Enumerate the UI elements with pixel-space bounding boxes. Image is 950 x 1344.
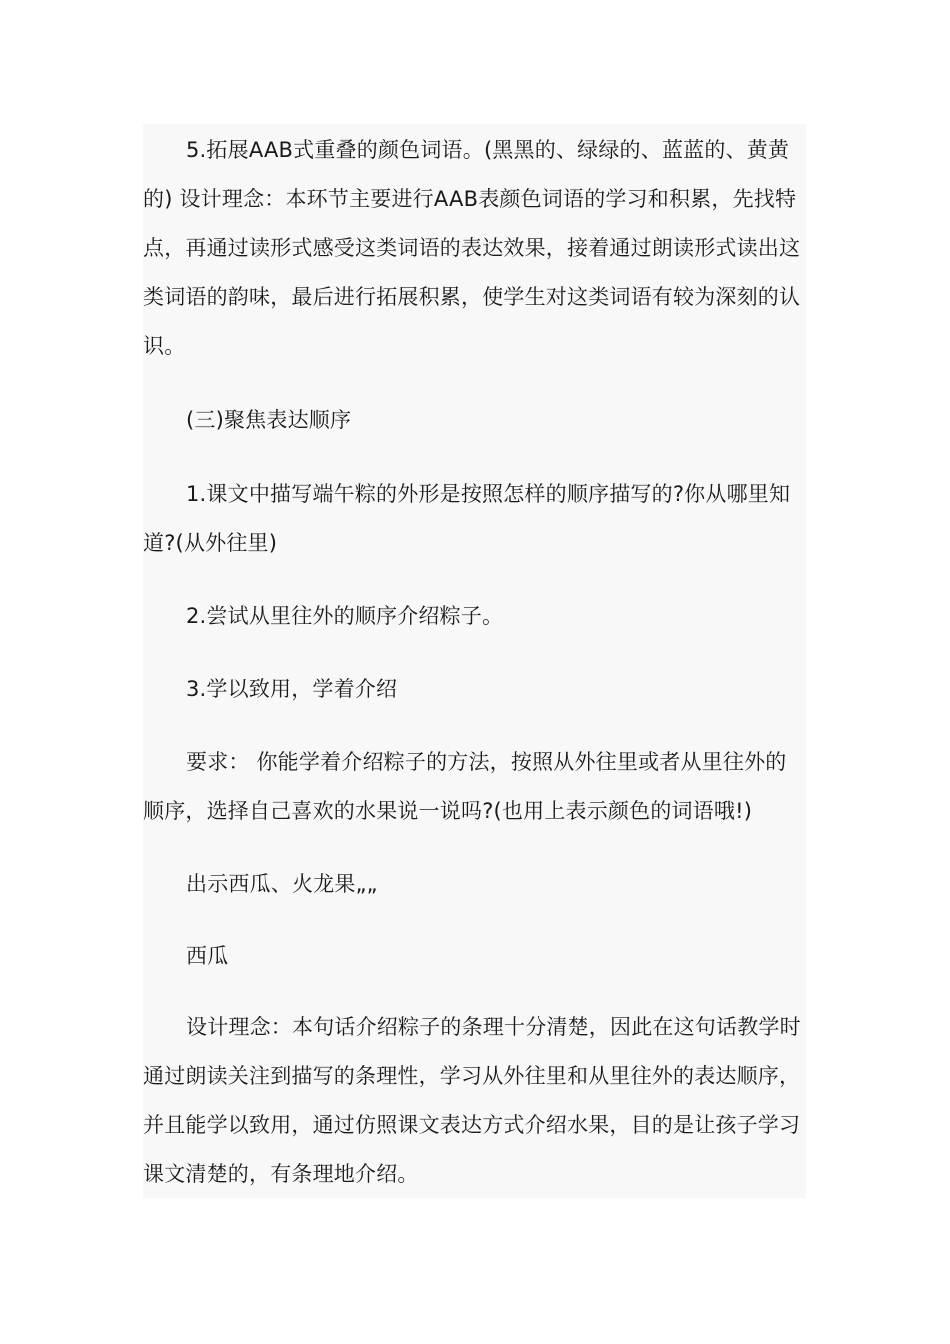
paragraph-question-order: 1.课文中描写端午粽的外形是按照怎样的顺序描写的?你从哪里知道?(从外往里) [143, 482, 791, 555]
paragraph-apply-learning: 3.学以致用，学着介绍 [186, 677, 398, 701]
paragraph-design-concept: 设计理念：本句话介绍粽子的条理十分清楚，因此在这句话教学时通过朗读关注到描写的条理性，学习从外往里和从里往外的表达顺序，并且能学以致用，通过仿照课文表达方式介绍水果，目的是让孩子学习课文清楚的，有条理地介绍。 [143, 1015, 801, 1186]
paragraph-watermelon: 西瓜 [186, 944, 229, 968]
document-body [143, 124, 806, 1198]
paragraph-requirement: 要求： 你能学着介绍粽子的方法，按照从外往里或者从里往外的顺序，选择自己喜欢的水果说一说吗?(也用上表示颜色的词语哦!) [143, 750, 787, 823]
section-heading-expression-order: (三)聚焦表达顺序 [186, 408, 352, 432]
paragraph-show-fruits: 出示西瓜、火龙果„„ [186, 872, 378, 896]
paragraph-extend-color-words: 5.拓展AAB式重叠的颜色词语。(黑黑的、绿绿的、蓝蓝的、黄黄的) 设计理念：本环节主要进行AAB表颜色词语的学习和积累，先找特点，再通过读形式感受这类词语的表达效果，接着通过朗读形式读出这类词语的韵味，最后进行拓展积累，使学生对这类词语有较为深刻的认识。 [143, 138, 801, 358]
paragraph-try-reverse-order: 2.尝试从里往外的顺序介绍粽子。 [186, 604, 504, 628]
